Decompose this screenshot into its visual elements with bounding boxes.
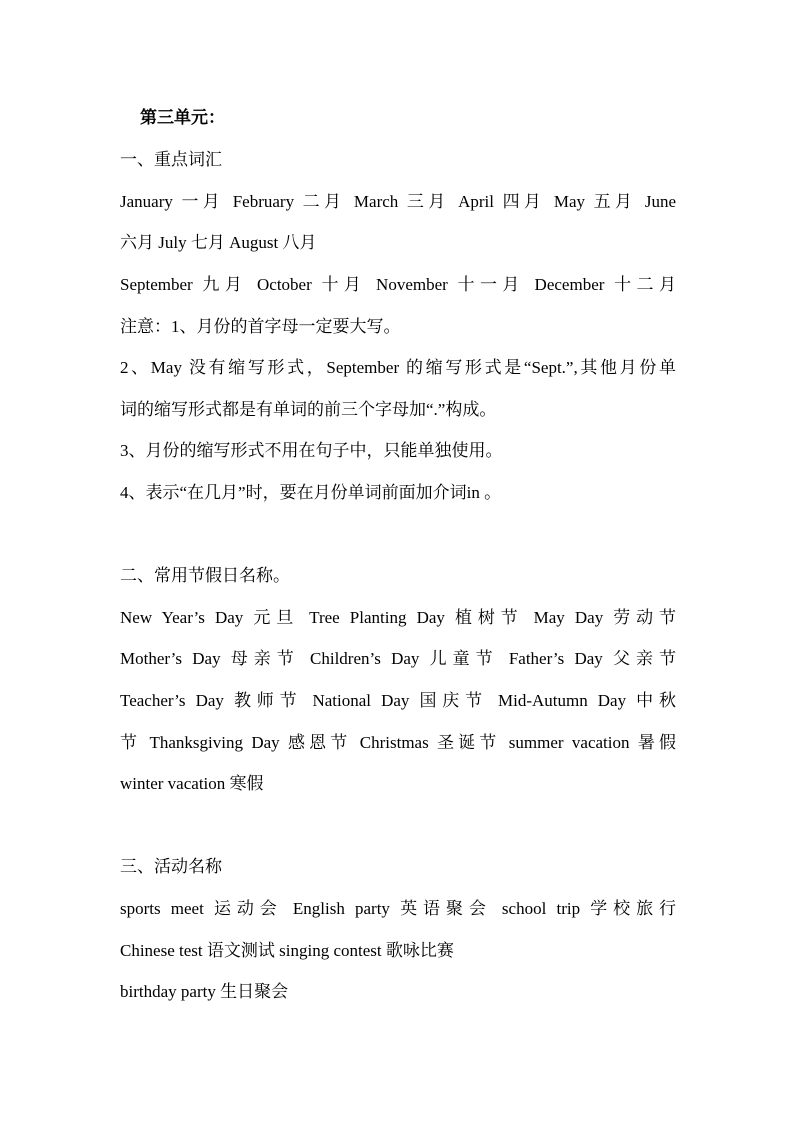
text-line: winter vacation 寒假 [120,774,264,793]
section-heading-holidays: 二、常用节假日名称。 [120,566,290,585]
text-line: 3、月份的缩写形式不用在句子中，只能单独使用。 [120,441,503,460]
text-line: 注意：1、月份的首字母一定要大写。 [120,317,401,336]
section-heading-activities: 三、活动名称 [120,857,222,876]
text-line: sports meet 运动会 English party 英语聚会 school trip 学校旅行 [120,899,676,918]
text-line: 节 Thanksgiving Day 感恩节 Christmas 圣诞节 summer vacation 暑假 [120,733,676,752]
text-line: September 九月 October 十月 November 十一月 December 十二月 [120,275,676,294]
text-line: Chinese test 语文测试 singing contest 歌咏比赛 [120,941,454,960]
text-line: birthday party 生日聚会 [120,982,289,1001]
text-line: Teacher’s Day 教师节 National Day 国庆节 Mid-Autumn Day 中秋 [120,691,676,710]
text-line: January 一月 February 二月 March 三月 April 四月 May 五月 June [120,192,676,211]
text-line: 词的缩写形式都是有单词的前三个字母加“.”构成。 [120,400,497,419]
text-line: 六月 July 七月 August 八月 [120,233,317,252]
text-line: 4、表示“在几月”时，要在月份单词前面加介词in 。 [120,483,502,502]
text-line: Mother’s Day 母亲节 Children’s Day 儿童节 Father’s Day 父亲节 [120,649,676,668]
text-line: 2、May 没有缩写形式，September 的缩写形式是“Sept.”,其他月份单 [120,358,676,377]
text-line: New Year’s Day 元旦 Tree Planting Day 植树节 May Day 劳动节 [120,608,676,627]
section-heading-vocabulary: 一、重点词汇 [120,150,222,169]
unit-title: 第三单元： [140,108,225,127]
